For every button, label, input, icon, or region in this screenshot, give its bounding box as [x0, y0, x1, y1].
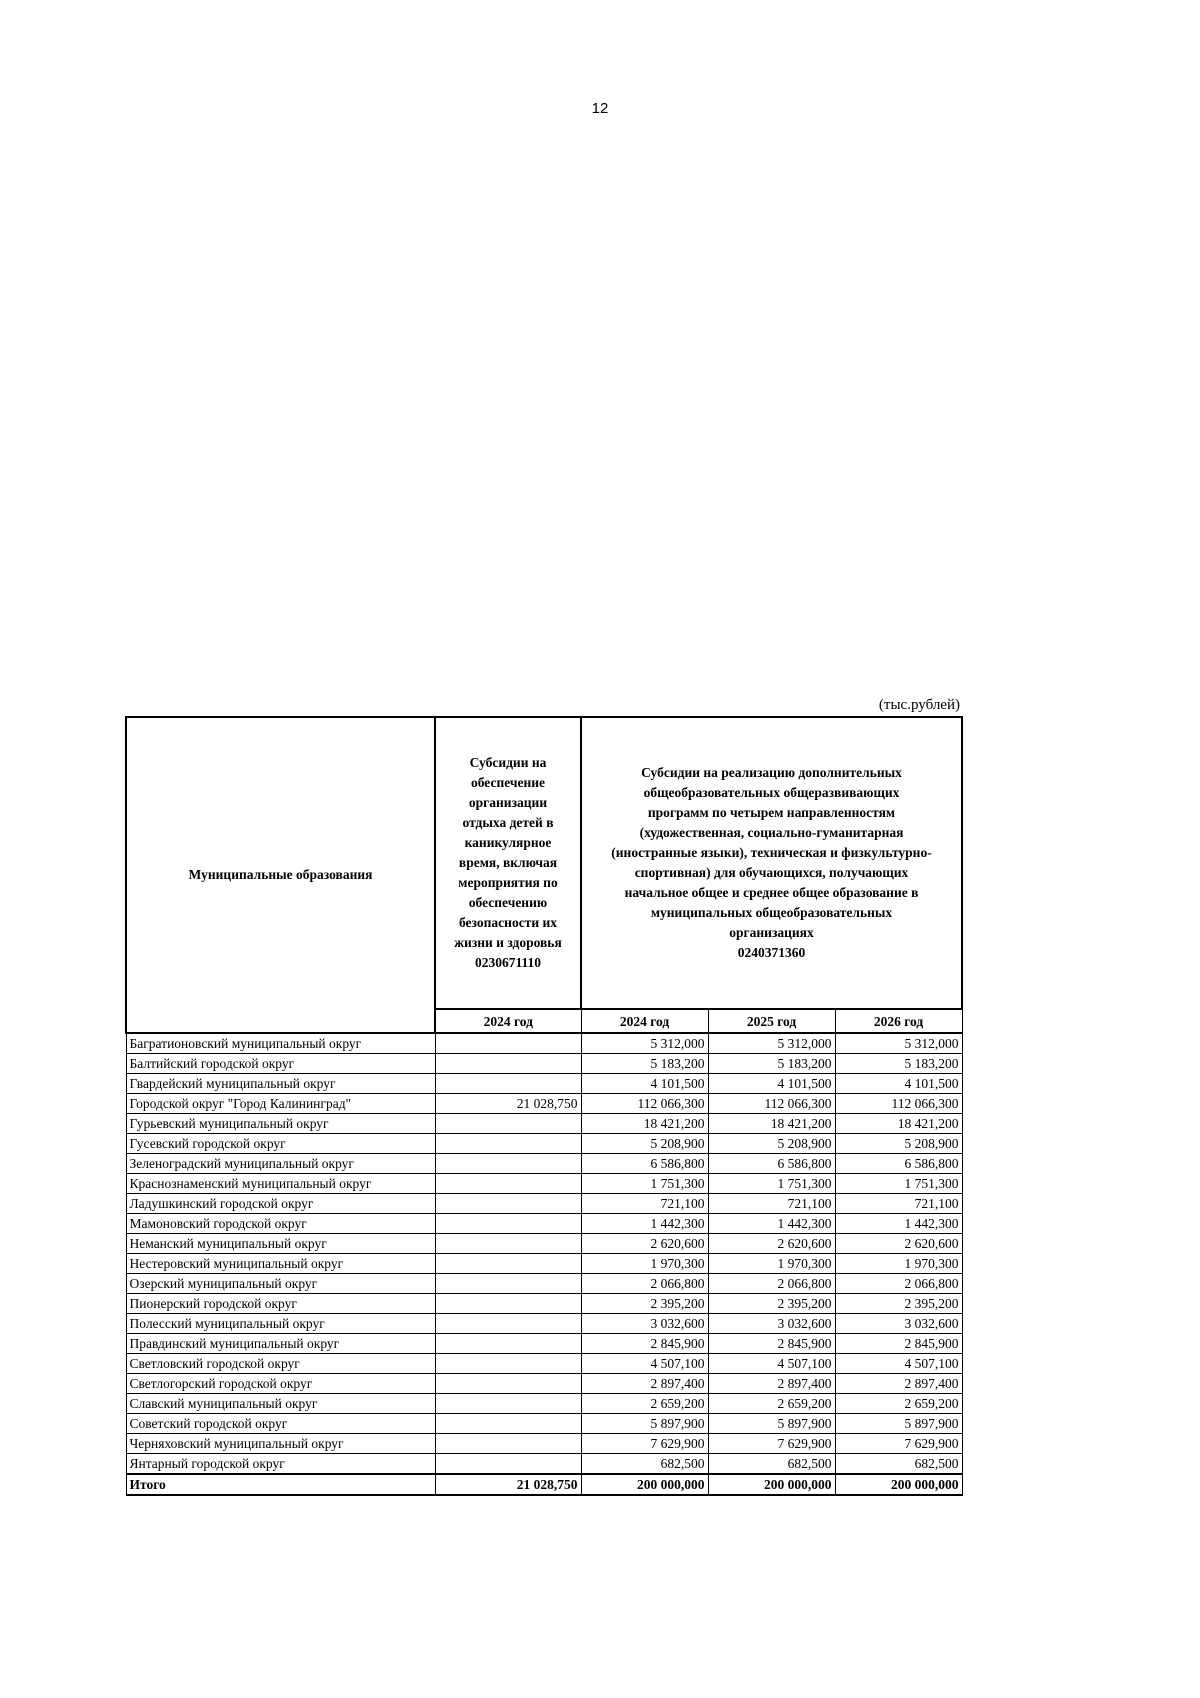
municipality-name-cell: Озерский муниципальный округ	[126, 1274, 435, 1294]
rest-subsidy-2024-cell	[435, 1154, 581, 1174]
education-subsidy-2025-cell: 721,100	[708, 1194, 835, 1214]
education-subsidy-2025-cell: 5 183,200	[708, 1054, 835, 1074]
table-row	[126, 1314, 962, 1334]
municipality-name-cell: Неманский муниципальный округ	[126, 1234, 435, 1254]
education-subsidy-2024-cell: 5 897,900	[581, 1414, 708, 1434]
education-subsidy-2025-cell: 5 312,000	[708, 1033, 835, 1054]
education-subsidy-2026-cell: 2 897,400	[835, 1374, 962, 1394]
rest-header-line: организации	[468, 795, 548, 810]
rest-subsidy-2024-cell	[435, 1294, 581, 1314]
education-subsidy-2024-cell: 3 032,600	[581, 1314, 708, 1334]
municipality-name-cell: Славский муниципальный округ	[126, 1394, 435, 1414]
municipality-name-cell: Черняховский муниципальный округ	[126, 1434, 435, 1454]
table-row	[126, 1454, 962, 1475]
table-row	[126, 1174, 962, 1194]
municipality-name-cell: Светловский городской округ	[126, 1354, 435, 1374]
education-subsidy-2024-cell: 2 897,400	[581, 1374, 708, 1394]
municipality-name-cell: Нестеровский муниципальный округ	[126, 1254, 435, 1274]
education-subsidy-2024-cell: 1 970,300	[581, 1254, 708, 1274]
education-subsidy-2026-cell: 7 629,900	[835, 1434, 962, 1454]
education-subsidy-2026-cell: 2 066,800	[835, 1274, 962, 1294]
rest-subsidy-2024-cell	[435, 1054, 581, 1074]
education-subsidy-2024-cell: 4 101,500	[581, 1074, 708, 1094]
education-subsidy-2025-cell: 2 066,800	[708, 1274, 835, 1294]
table-row	[126, 1414, 962, 1434]
education-subsidy-2025-cell: 2 659,200	[708, 1394, 835, 1414]
rest-header-line: обеспечение	[470, 775, 546, 790]
header-municipalities: Муниципальные образования	[126, 717, 435, 1033]
education-subsidy-2024-cell: 5 312,000	[581, 1033, 708, 1054]
education-header-line: программ по четырем направленностям	[647, 805, 896, 820]
education-subsidy-2026-cell: 200 000,000	[835, 1474, 962, 1495]
education-header-line: Субсидии на реализацию дополнительных	[641, 765, 902, 780]
education-subsidy-2025-cell: 4 101,500	[708, 1074, 835, 1094]
table-row	[126, 1154, 962, 1174]
table-row	[126, 1434, 962, 1454]
education-subsidy-2026-cell: 5 208,900	[835, 1134, 962, 1154]
municipality-name-cell: Зеленоградский муниципальный округ	[126, 1154, 435, 1174]
education-subsidy-2025-cell: 7 629,900	[708, 1434, 835, 1454]
education-subsidy-2026-cell: 682,500	[835, 1454, 962, 1475]
education-subsidy-2026-cell: 112 066,300	[835, 1094, 962, 1114]
rest-subsidy-2024-cell	[435, 1234, 581, 1254]
education-subsidy-2025-cell: 112 066,300	[708, 1094, 835, 1114]
rest-subsidy-2024-cell: 21 028,750	[435, 1094, 581, 1114]
rest-header-line: 0230671110	[474, 955, 541, 970]
education-subsidy-2025-cell: 2 620,600	[708, 1234, 835, 1254]
education-subsidy-2026-cell: 5 312,000	[835, 1033, 962, 1054]
rest-subsidy-2024-cell	[435, 1414, 581, 1434]
education-subsidy-2025-cell: 6 586,800	[708, 1154, 835, 1174]
education-subsidy-2024-cell: 6 586,800	[581, 1154, 708, 1174]
education-header-line: организациях	[729, 925, 814, 940]
education-subsidy-2024-cell: 7 629,900	[581, 1434, 708, 1454]
rest-header-line: каникулярное	[464, 835, 552, 850]
table-row	[126, 1033, 962, 1054]
education-subsidy-2025-cell: 18 421,200	[708, 1114, 835, 1134]
municipality-name-cell: Багратионовский муниципальный округ	[126, 1033, 435, 1054]
education-header-line: спортивная) для обучающихся, получающих	[634, 865, 909, 880]
municipality-name-cell: Мамоновский городской округ	[126, 1214, 435, 1234]
rest-subsidy-2024-cell	[435, 1374, 581, 1394]
rest-subsidy-2024-cell	[435, 1254, 581, 1274]
table-row	[126, 1094, 962, 1114]
municipality-name-cell: Янтарный городской округ	[126, 1454, 435, 1475]
education-header-line: муниципальных общеобразовательных	[650, 905, 893, 920]
year-header: 2026 год	[835, 1009, 962, 1033]
education-subsidy-2026-cell: 5 183,200	[835, 1054, 962, 1074]
education-subsidy-2026-cell: 1 751,300	[835, 1174, 962, 1194]
rest-subsidy-2024-cell	[435, 1274, 581, 1294]
education-subsidy-2024-cell: 5 183,200	[581, 1054, 708, 1074]
subsidy-table	[125, 716, 963, 1496]
rest-subsidy-2024-cell	[435, 1334, 581, 1354]
municipality-name-cell: Итого	[126, 1474, 435, 1495]
education-header-line: начальное общее и среднее общее образование в	[624, 885, 919, 900]
rest-header-line: Субсидии на	[469, 755, 547, 770]
rest-subsidy-2024-cell	[435, 1033, 581, 1054]
education-header-line: (художественная, социально-гуманитарная	[639, 825, 904, 840]
education-subsidy-2025-cell: 200 000,000	[708, 1474, 835, 1495]
table-row	[126, 1274, 962, 1294]
rest-subsidy-2024-cell	[435, 1454, 581, 1475]
rest-subsidy-2024-cell: 21 028,750	[435, 1474, 581, 1495]
education-subsidy-2025-cell: 2 845,900	[708, 1334, 835, 1354]
education-subsidy-2025-cell: 1 970,300	[708, 1254, 835, 1274]
education-subsidy-2025-cell: 682,500	[708, 1454, 835, 1475]
table-row	[126, 1134, 962, 1154]
header-rest-subsidy	[435, 717, 581, 1009]
rest-subsidy-2024-cell	[435, 1354, 581, 1374]
education-subsidy-2024-cell: 2 659,200	[581, 1394, 708, 1414]
education-header-line: общеобразовательных общеразвивающих	[643, 785, 900, 800]
education-subsidy-2024-cell: 200 000,000	[581, 1474, 708, 1495]
education-subsidy-2026-cell: 4 101,500	[835, 1074, 962, 1094]
table-row	[126, 1234, 962, 1254]
education-subsidy-2026-cell: 3 032,600	[835, 1314, 962, 1334]
education-subsidy-2025-cell: 4 507,100	[708, 1354, 835, 1374]
education-subsidy-2026-cell: 5 897,900	[835, 1414, 962, 1434]
education-subsidy-2024-cell: 4 507,100	[581, 1354, 708, 1374]
education-subsidy-2026-cell: 2 395,200	[835, 1294, 962, 1314]
education-subsidy-2026-cell: 18 421,200	[835, 1114, 962, 1134]
education-subsidy-2024-cell: 682,500	[581, 1454, 708, 1475]
total-row	[126, 1474, 962, 1495]
education-subsidy-2024-cell: 2 066,800	[581, 1274, 708, 1294]
municipality-name-cell: Правдинский муниципальный округ	[126, 1334, 435, 1354]
education-subsidy-2025-cell: 5 897,900	[708, 1414, 835, 1434]
education-subsidy-2026-cell: 721,100	[835, 1194, 962, 1214]
rest-subsidy-2024-cell	[435, 1214, 581, 1234]
education-header-line: (иностранные языки), техническая и физкультурно-	[611, 845, 932, 860]
rest-subsidy-2024-cell	[435, 1394, 581, 1414]
education-subsidy-2025-cell: 2 897,400	[708, 1374, 835, 1394]
municipality-name-cell: Светлогорский городской округ	[126, 1374, 435, 1394]
education-subsidy-2025-cell: 1 751,300	[708, 1174, 835, 1194]
table-row	[126, 1194, 962, 1214]
education-subsidy-2024-cell: 112 066,300	[581, 1094, 708, 1114]
year-header: 2024 год	[435, 1009, 581, 1033]
rest-subsidy-2024-cell	[435, 1074, 581, 1094]
education-subsidy-2024-cell: 5 208,900	[581, 1134, 708, 1154]
education-subsidy-2025-cell: 5 208,900	[708, 1134, 835, 1154]
education-subsidy-2026-cell: 4 507,100	[835, 1354, 962, 1374]
municipality-name-cell: Городской округ "Город Калининград"	[126, 1094, 435, 1114]
header-education-subsidy	[581, 717, 962, 1009]
table-row	[126, 1214, 962, 1234]
education-subsidy-2024-cell: 1 442,300	[581, 1214, 708, 1234]
table-body	[126, 1033, 962, 1495]
table-row	[126, 1114, 962, 1134]
units-label: (тыс.рублей)	[878, 697, 960, 713]
municipality-name-cell: Полесский муниципальный округ	[126, 1314, 435, 1334]
table-row	[126, 1054, 962, 1074]
page-number: 12	[591, 100, 609, 117]
table-row	[126, 1074, 962, 1094]
municipality-name-cell: Гвардейский муниципальный округ	[126, 1074, 435, 1094]
rest-subsidy-2024-cell	[435, 1174, 581, 1194]
municipality-name-cell: Ладушкинский городской округ	[126, 1194, 435, 1214]
rest-subsidy-2024-cell	[435, 1114, 581, 1134]
education-subsidy-2026-cell: 2 620,600	[835, 1234, 962, 1254]
education-header-line: 0240371360	[737, 945, 806, 960]
rest-header-line: отдыха детей в	[462, 815, 554, 830]
municipality-name-cell: Пионерский городской округ	[126, 1294, 435, 1314]
education-subsidy-2025-cell: 2 395,200	[708, 1294, 835, 1314]
rest-subsidy-2024-cell	[435, 1434, 581, 1454]
education-subsidy-2026-cell: 2 845,900	[835, 1334, 962, 1354]
rest-subsidy-2024-cell	[435, 1314, 581, 1334]
table-row	[126, 1354, 962, 1374]
rest-header-line: жизни и здоровья	[454, 935, 562, 950]
municipality-name-cell: Краснознаменский муниципальный округ	[126, 1174, 435, 1194]
year-header: 2024 год	[581, 1009, 708, 1033]
rest-header-line: обеспечению	[468, 895, 548, 910]
education-subsidy-2024-cell: 18 421,200	[581, 1114, 708, 1134]
education-subsidy-2024-cell: 2 620,600	[581, 1234, 708, 1254]
table-row	[126, 1334, 962, 1354]
education-subsidy-2026-cell: 2 659,200	[835, 1394, 962, 1414]
rest-subsidy-2024-cell	[435, 1134, 581, 1154]
municipality-name-cell: Гусевский городской округ	[126, 1134, 435, 1154]
education-subsidy-2025-cell: 1 442,300	[708, 1214, 835, 1234]
table-row	[126, 1254, 962, 1274]
education-subsidy-2024-cell: 1 751,300	[581, 1174, 708, 1194]
municipality-name-cell: Гурьевский муниципальный округ	[126, 1114, 435, 1134]
education-subsidy-2026-cell: 1 442,300	[835, 1214, 962, 1234]
education-subsidy-2024-cell: 721,100	[581, 1194, 708, 1214]
rest-header-line: время, включая	[458, 855, 558, 870]
municipality-name-cell: Балтийский городской округ	[126, 1054, 435, 1074]
education-subsidy-2025-cell: 3 032,600	[708, 1314, 835, 1334]
year-header: 2025 год	[708, 1009, 835, 1033]
education-subsidy-2024-cell: 2 395,200	[581, 1294, 708, 1314]
rest-header-line: безопасности их	[458, 915, 557, 930]
education-subsidy-2024-cell: 2 845,900	[581, 1334, 708, 1354]
table-row	[126, 1294, 962, 1314]
education-subsidy-2026-cell: 1 970,300	[835, 1254, 962, 1274]
municipality-name-cell: Советский городской округ	[126, 1414, 435, 1434]
education-subsidy-2026-cell: 6 586,800	[835, 1154, 962, 1174]
rest-header-line: мероприятия по	[458, 875, 558, 890]
rest-subsidy-2024-cell	[435, 1194, 581, 1214]
table-row	[126, 1374, 962, 1394]
table-row	[126, 1394, 962, 1414]
